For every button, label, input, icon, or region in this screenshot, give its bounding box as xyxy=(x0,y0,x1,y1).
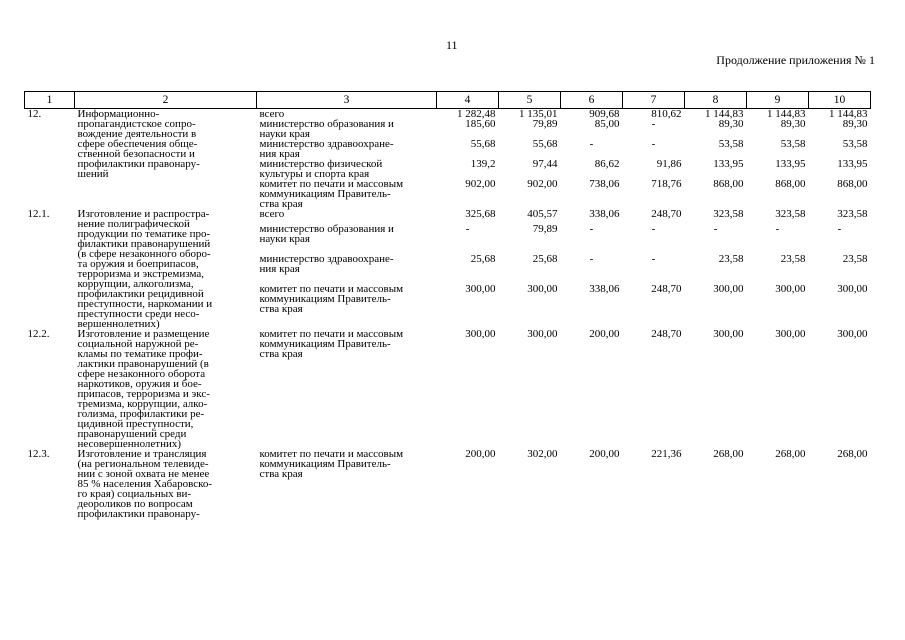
executor-line: коммуникациям Правитель- xyxy=(259,188,391,200)
description-line: 85 % населения Хабаровско- xyxy=(77,478,213,490)
description-line: несовершеннолетних) xyxy=(77,438,182,450)
amount-cell: 53,58 xyxy=(842,138,868,150)
amount-cell: 200,00 xyxy=(589,328,620,340)
amount-cell: 323,58 xyxy=(713,208,744,220)
amount-cell: - xyxy=(837,223,842,235)
amount-cell: 302,00 xyxy=(527,448,558,460)
column-number: 7 xyxy=(623,92,685,109)
amount-cell: - xyxy=(775,223,780,235)
activity-description xyxy=(75,329,257,449)
executor-line: министерство образования и xyxy=(259,223,394,235)
amount-cell: 200,00 xyxy=(589,448,620,460)
executor-cell xyxy=(257,224,437,254)
executor-line: ства края xyxy=(259,348,303,360)
executor-cell xyxy=(257,254,437,284)
table-row xyxy=(25,449,871,519)
amount-cell: 91,86 xyxy=(656,158,682,170)
amount-cell: 738,06 xyxy=(589,178,620,190)
description-line: вождение деятельности в xyxy=(77,128,197,140)
amount-cell: 248,70 xyxy=(651,328,682,340)
description-line: Изготовление и размещение xyxy=(77,328,210,340)
description-line: голизма, профилактики ре- xyxy=(77,408,205,420)
executor-line: ния края xyxy=(259,263,300,275)
amount-cell: 300,00 xyxy=(775,328,806,340)
column-number: 6 xyxy=(561,92,623,109)
description-line: Информационно- xyxy=(77,108,160,120)
description-line: нии с зоной охвата не менее xyxy=(77,468,210,480)
column-number: 4 xyxy=(437,92,499,109)
amount-cell: 902,00 xyxy=(465,178,496,190)
description-line: (на региональном телевиде- xyxy=(77,458,209,470)
description-line: шений xyxy=(77,168,109,180)
amount-cell: 248,70 xyxy=(651,208,682,220)
amount-cell: 23,58 xyxy=(780,253,806,265)
amount-cell: 300,00 xyxy=(713,283,744,295)
description-line: пропагандистское сопро- xyxy=(77,118,196,130)
amount-cell: 53,58 xyxy=(780,138,806,150)
amount-cell: 97,44 xyxy=(532,158,558,170)
description-line: припасов, терроризма и экс- xyxy=(77,388,210,400)
amount-cell: 133,95 xyxy=(775,158,806,170)
executor-line: всего xyxy=(259,108,285,120)
amount-cell: 55,68 xyxy=(532,138,558,150)
description-line: ственной безопасности и xyxy=(77,148,195,160)
amount-cell: 221,36 xyxy=(651,448,682,460)
amount-cell: 300,00 xyxy=(465,328,496,340)
amount-cell: 268,00 xyxy=(775,448,806,460)
description-line: преступности среди несо- xyxy=(77,308,200,320)
description-line: тремизма, коррупции, алко- xyxy=(77,398,208,410)
column-number: 1 xyxy=(25,92,75,109)
executor-line: науки края xyxy=(259,128,310,140)
description-line: кламы по тематике профи- xyxy=(77,348,203,360)
column-number: 10 xyxy=(809,92,871,109)
description-line: та оружия и боеприпасов, xyxy=(77,258,199,270)
amount-cell: 718,76 xyxy=(651,178,682,190)
item-number: 12. xyxy=(27,108,42,120)
amount-cell: 810,62 xyxy=(651,108,682,120)
description-line: продукции по тематике про- xyxy=(77,228,211,240)
executor-line: всего xyxy=(259,208,285,220)
executor-cell xyxy=(257,449,437,519)
amount-cell: 25,68 xyxy=(532,253,558,265)
amount-cell: 89,30 xyxy=(718,118,744,130)
description-line: лактики правонарушений (в xyxy=(77,358,209,370)
executor-line: комитет по печати и массовым xyxy=(259,283,404,295)
executor-line: коммуникациям Правитель- xyxy=(259,338,391,350)
amount-cell: - xyxy=(651,138,656,150)
amount-cell: 1 144,83 xyxy=(829,108,868,120)
amount-cell: 139,2 xyxy=(470,158,496,170)
executor-cell xyxy=(257,159,437,179)
description-line: профилактики правонару- xyxy=(77,158,200,170)
description-line: социальной наружной ре- xyxy=(77,338,199,350)
description-line: сфере незаконного оборота xyxy=(77,368,206,380)
activity-description xyxy=(75,449,257,519)
executor-line: ства края xyxy=(259,468,303,480)
amount-cell: 1 135,01 xyxy=(519,108,558,120)
amount-cell: 300,00 xyxy=(527,283,558,295)
amount-cell: 868,00 xyxy=(775,178,806,190)
activity-description xyxy=(75,209,257,329)
description-line: правонарушений среди xyxy=(77,428,187,440)
table-body xyxy=(25,109,871,520)
amount-cell: 338,06 xyxy=(589,283,620,295)
amount-cell: 1 144,83 xyxy=(705,108,744,120)
executor-line: ния края xyxy=(259,148,300,160)
activity-description xyxy=(75,109,257,210)
executor-line: комитет по печати и массовым xyxy=(259,178,404,190)
appendix-continuation-label: Продолжение приложения № 1 xyxy=(716,53,875,67)
amount-cell: 89,30 xyxy=(842,118,868,130)
column-number: 8 xyxy=(685,92,747,109)
amount-cell: 300,00 xyxy=(527,328,558,340)
amount-cell: 133,95 xyxy=(713,158,744,170)
executor-line: министерство физической xyxy=(259,158,383,170)
amount-cell: - xyxy=(589,223,594,235)
executor-line: коммуникациям Правитель- xyxy=(259,293,391,305)
executor-line: ства края xyxy=(259,198,303,210)
amount-cell: - xyxy=(589,138,594,150)
amount-cell: 909,68 xyxy=(589,108,620,120)
column-number: 2 xyxy=(75,92,257,109)
budget-table xyxy=(24,91,871,519)
description-line: профилактики рецидивной xyxy=(77,288,204,300)
amount-cell: 325,68 xyxy=(465,208,496,220)
description-line: профилактики правонару- xyxy=(77,508,200,520)
amount-cell: 200,00 xyxy=(465,448,496,460)
item-number: 12.3. xyxy=(27,448,50,460)
amount-cell: 868,00 xyxy=(713,178,744,190)
description-line: (в сфере незаконного оборо- xyxy=(77,248,211,260)
amount-cell: 133,95 xyxy=(837,158,868,170)
amount-cell: 79,89 xyxy=(532,223,558,235)
description-line: деороликов по вопросам xyxy=(77,498,193,510)
amount-cell: 79,89 xyxy=(532,118,558,130)
column-number: 5 xyxy=(499,92,561,109)
amount-cell: 338,06 xyxy=(589,208,620,220)
executor-cell xyxy=(257,209,437,224)
amount-cell: - xyxy=(651,118,656,130)
description-line: филактики правонарушений xyxy=(77,238,211,250)
amount-cell: 300,00 xyxy=(775,283,806,295)
item-number: 12.1. xyxy=(27,208,50,220)
amount-cell: 268,00 xyxy=(713,448,744,460)
page-number: 11 xyxy=(446,38,458,52)
description-line: наркотиков, оружия и бое- xyxy=(77,378,202,390)
amount-cell: 23,58 xyxy=(842,253,868,265)
executor-cell xyxy=(257,284,437,329)
amount-cell: 53,58 xyxy=(718,138,744,150)
amount-cell: - xyxy=(589,253,594,265)
amount-cell: - xyxy=(465,223,470,235)
amount-cell: 405,57 xyxy=(527,208,558,220)
column-number: 3 xyxy=(257,92,437,109)
amount-cell: 300,00 xyxy=(837,328,868,340)
description-line: го края) социальных ви- xyxy=(77,488,192,500)
amount-cell: - xyxy=(651,253,656,265)
amount-cell: 300,00 xyxy=(713,328,744,340)
amount-cell: 323,58 xyxy=(775,208,806,220)
executor-line: комитет по печати и массовым xyxy=(259,448,404,460)
description-line: коррупции, алкоголизма, xyxy=(77,278,194,290)
executor-cell xyxy=(257,139,437,159)
column-number-header-row xyxy=(25,92,871,109)
amount-cell: 25,68 xyxy=(470,253,496,265)
description-line: нение полиграфической xyxy=(77,218,190,230)
description-line: Изготовление и распростра- xyxy=(77,208,210,220)
amount-cell: 23,58 xyxy=(718,253,744,265)
amount-cell: 185,60 xyxy=(465,118,496,130)
column-number: 9 xyxy=(747,92,809,109)
table-row xyxy=(25,209,871,224)
amount-cell: 1 144,83 xyxy=(767,108,806,120)
description-line: вершеннолетних) xyxy=(77,318,160,330)
amount-cell: - xyxy=(713,223,718,235)
executor-line: министерство здравоохране- xyxy=(259,138,394,150)
table-row xyxy=(25,329,871,449)
executor-cell xyxy=(257,119,437,139)
executor-line: министерство здравоохране- xyxy=(259,253,394,265)
description-line: преступности, наркомании и xyxy=(77,298,213,310)
amount-cell: 89,30 xyxy=(780,118,806,130)
amount-cell: 85,00 xyxy=(594,118,620,130)
amount-cell: - xyxy=(651,223,656,235)
amount-cell: 1 282,48 xyxy=(457,108,496,120)
executor-cell xyxy=(257,329,437,449)
amount-cell: 86,62 xyxy=(594,158,620,170)
amount-cell: 868,00 xyxy=(837,178,868,190)
amount-cell: 323,58 xyxy=(837,208,868,220)
executor-cell xyxy=(257,179,437,209)
amount-cell: 300,00 xyxy=(837,283,868,295)
executor-line: ства края xyxy=(259,303,303,315)
executor-line: коммуникациям Правитель- xyxy=(259,458,391,470)
amount-cell: 55,68 xyxy=(470,138,496,150)
executor-line: комитет по печати и массовым xyxy=(259,328,404,340)
executor-line: министерство образования и xyxy=(259,118,394,130)
description-line: сфере обеспечения обще- xyxy=(77,138,198,150)
description-line: цидивной преступности, xyxy=(77,418,194,430)
description-line: Изготовление и трансляция xyxy=(77,448,207,460)
item-number: 12.2. xyxy=(27,328,50,340)
amount-cell: 300,00 xyxy=(465,283,496,295)
amount-cell: 268,00 xyxy=(837,448,868,460)
executor-line: науки края xyxy=(259,233,310,245)
amount-cell: 902,00 xyxy=(527,178,558,190)
executor-line: культуры и спорта края xyxy=(259,168,370,180)
amount-cell: 248,70 xyxy=(651,283,682,295)
description-line: терроризма и экстремизма, xyxy=(77,268,204,280)
